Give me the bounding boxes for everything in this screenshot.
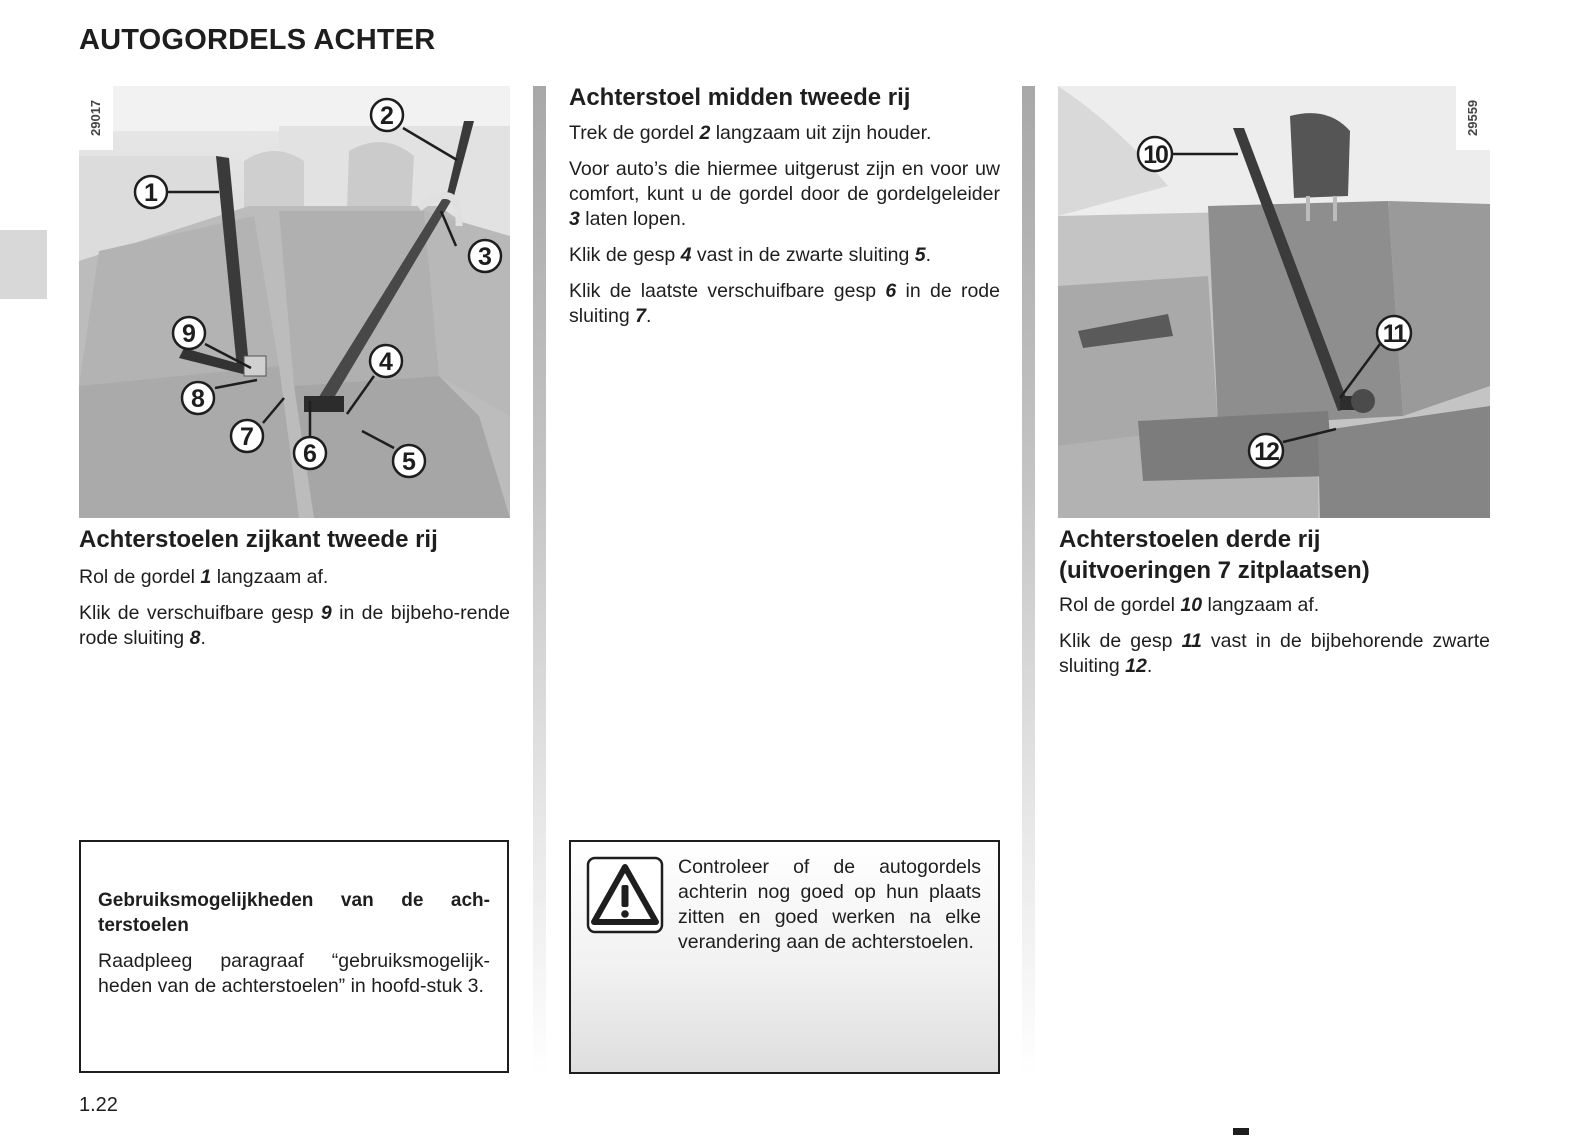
callout-9 — [173, 317, 205, 349]
warning-triangle-icon — [586, 856, 664, 934]
callout-6 — [294, 437, 326, 469]
section-third-row — [1059, 524, 1490, 679]
section-second-row-side — [79, 524, 510, 651]
callout-8 — [182, 382, 214, 414]
page-number: 1.22 — [79, 1094, 118, 1116]
callout-overlay-right — [1058, 86, 1490, 518]
callout-11 — [1377, 316, 1411, 350]
svg-text:10: 10 — [1143, 141, 1167, 169]
svg-text:4: 4 — [379, 348, 393, 376]
callout-10 — [1138, 137, 1172, 171]
svg-text:11: 11 — [1382, 320, 1406, 348]
svg-text:8: 8 — [191, 385, 205, 413]
section-second-row-middle — [569, 82, 1000, 329]
warning-text: Controleer of de autogordels achterin nog goed op hun plaats zitten en goed werken na elke verandering aan de achterstoelen. — [678, 856, 981, 953]
callout-3 — [469, 240, 501, 272]
instruction-paragraph: Klik de verschuifbare gesp 9 in de bijbeho-rende rode sluiting 8. — [79, 602, 510, 649]
column-divider — [1022, 86, 1035, 1076]
svg-text:6: 6 — [303, 440, 317, 468]
instruction-paragraph: Trek de gordel 2 langzaam uit zijn houder. — [569, 122, 932, 144]
note-body: Raadpleeg paragraaf “gebruiksmogelijk-heden van de achterstoelen” in hoofd-stuk 3. — [98, 950, 490, 997]
svg-text:1: 1 — [144, 179, 158, 207]
callout-1 — [135, 176, 167, 208]
section-heading: Achterstoelen zijkant tweede rij — [79, 526, 438, 553]
svg-text:9: 9 — [182, 320, 196, 348]
callout-5 — [393, 445, 425, 477]
note-heading: Gebruiksmogelijkheden van de ach-terstoelen — [98, 890, 490, 936]
svg-text:3: 3 — [478, 243, 492, 271]
callout-2 — [371, 99, 403, 131]
note-box — [79, 840, 509, 1073]
svg-text:12: 12 — [1254, 438, 1278, 466]
page-mark — [1233, 1128, 1249, 1135]
instruction-paragraph: Rol de gordel 10 langzaam af. — [1059, 594, 1320, 616]
figure-code: 29017 — [79, 86, 113, 150]
svg-text:7: 7 — [240, 423, 254, 451]
instruction-paragraph: Voor auto’s die hiermee uitgerust zijn en voor uw comfort, kunt u de gordel door de gordelgeleider 3 laten lopen. — [569, 158, 1000, 230]
svg-text:5: 5 — [402, 448, 416, 476]
callout-4 — [370, 345, 402, 377]
column-divider — [533, 86, 546, 1076]
instruction-paragraph: Klik de gesp 4 vast in de zwarte sluiting 5. — [569, 244, 932, 266]
instruction-paragraph: Rol de gordel 1 langzaam af. — [79, 566, 329, 588]
instruction-paragraph: Klik de laatste verschuifbare gesp 6 in de rode sluiting 7. — [569, 280, 1000, 327]
callout-12 — [1249, 434, 1283, 468]
section-heading: Achterstoel midden tweede rij — [569, 84, 911, 111]
callout-7 — [231, 420, 263, 452]
section-heading: Achterstoelen derde rij (uitvoeringen 7 zitplaatsen) — [1059, 526, 1370, 584]
instruction-paragraph: Klik de gesp 11 vast in de bijbehorende zwarte sluiting 12. — [1059, 630, 1490, 677]
figure-code: 29559 — [1456, 86, 1490, 150]
side-tab — [0, 230, 47, 299]
callout-overlay-left — [79, 86, 510, 518]
svg-text:2: 2 — [380, 102, 394, 130]
page-title: AUTOGORDELS ACHTER — [79, 24, 436, 56]
warning-box — [569, 840, 1000, 1074]
